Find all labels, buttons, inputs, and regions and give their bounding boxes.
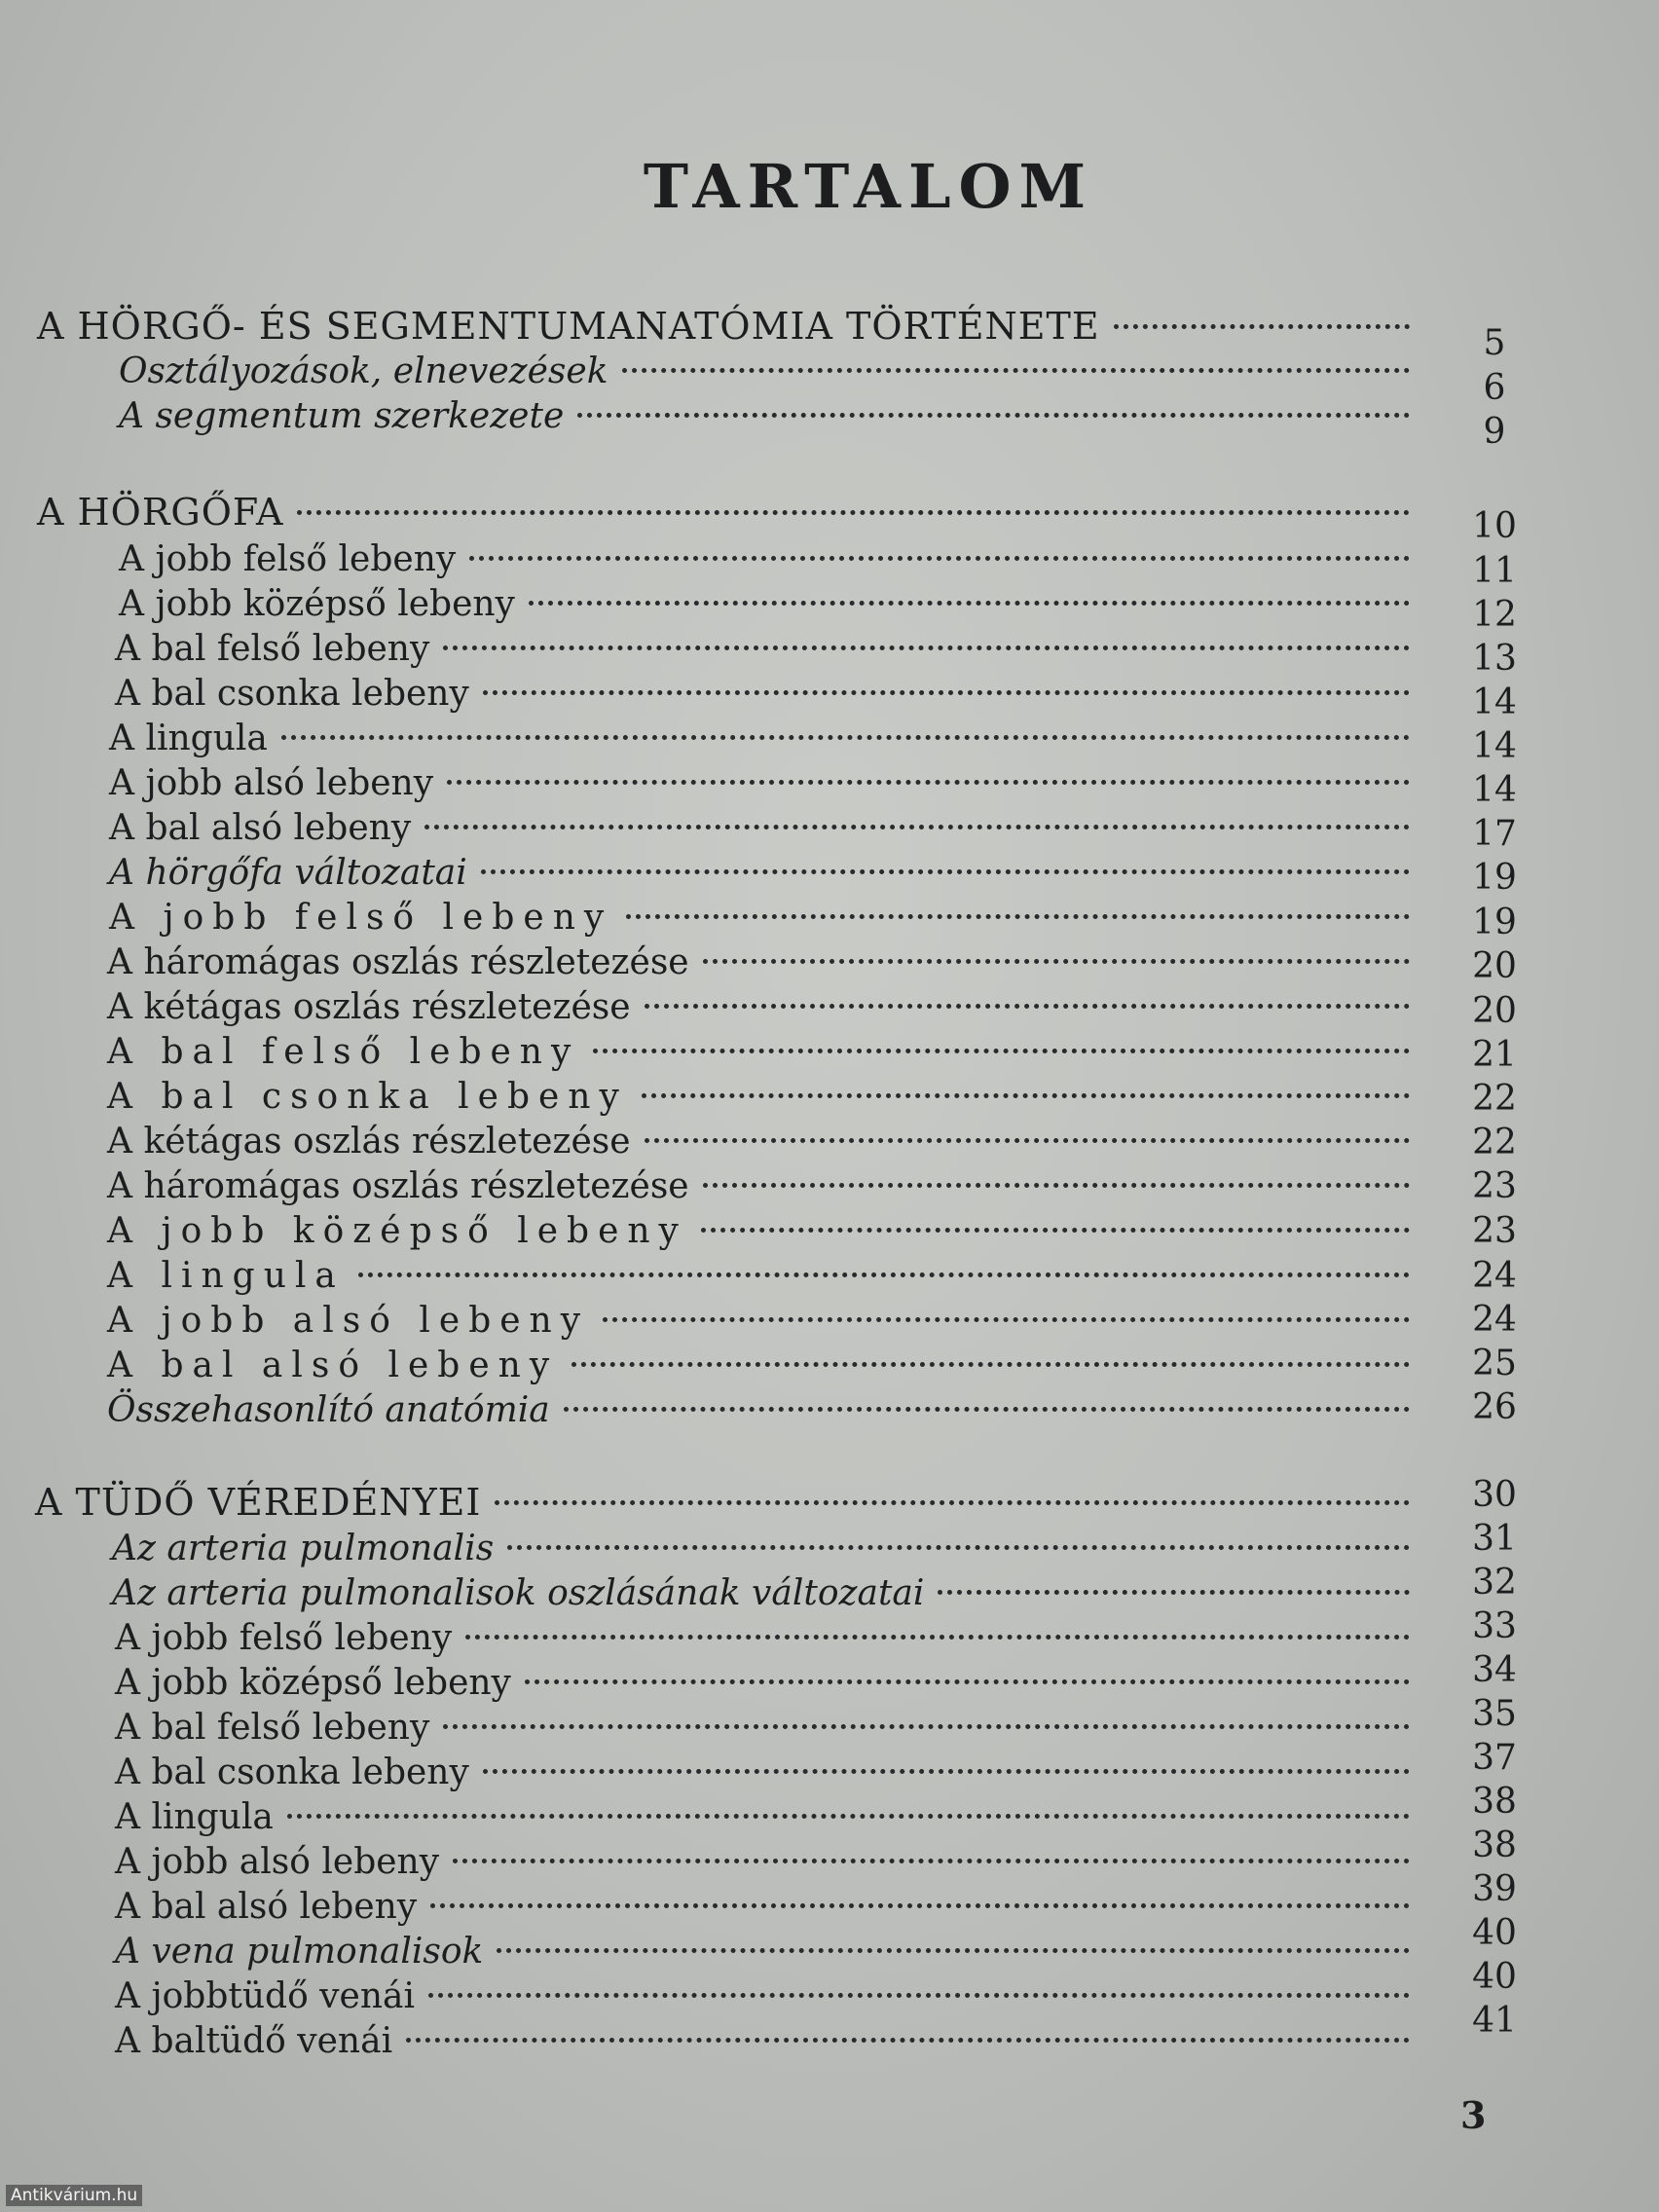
- toc-entry-label: A bal csonka lebeny: [115, 1752, 469, 1792]
- page-number: 12: [1472, 595, 1517, 635]
- toc-entry-label: A bal csonka lebeny: [107, 1077, 628, 1117]
- page-title: TARTALOM: [643, 151, 1094, 222]
- page-number: 17: [1472, 814, 1517, 854]
- page-number: 35: [1472, 1694, 1517, 1734]
- toc-entry-label: A bal alsó lebeny: [115, 1887, 418, 1927]
- leader-dots: [626, 869, 1410, 919]
- toc-entry-label: A baltüdő venái: [115, 2021, 393, 2061]
- leader-dots: [703, 914, 1410, 964]
- toc-entry-label: A jobb alsó lebeny: [107, 1301, 590, 1341]
- toc-entry-label: A jobb felső lebeny: [115, 1618, 453, 1658]
- leader-dots: [483, 1724, 1410, 1774]
- toc-entry: [119, 378, 1419, 436]
- folio: 3: [1460, 2093, 1487, 2137]
- leader-dots: [577, 368, 1410, 418]
- leader-dots: [1114, 279, 1410, 329]
- page-number: 20: [1472, 991, 1517, 1031]
- toc-entry-label: A háromágas oszlás részletezése: [107, 942, 689, 982]
- toc-entry-label: A vena pulmonalisok: [115, 1932, 484, 1972]
- leader-dots: [465, 1590, 1410, 1640]
- toc-entry: [115, 2003, 1419, 2061]
- leader-dots: [525, 1635, 1410, 1684]
- leader-dots: [497, 1903, 1410, 1953]
- leader-dots: [529, 556, 1410, 606]
- page-number: 37: [1472, 1738, 1517, 1778]
- page-number: 14: [1472, 726, 1517, 766]
- page-number: 23: [1472, 1211, 1517, 1251]
- toc-entry-label: A bal felső lebeny: [115, 1708, 430, 1748]
- toc-entry-label: A lingula: [109, 719, 268, 758]
- leader-dots: [703, 1138, 1410, 1188]
- toc-entry-label: A lingula: [115, 1797, 274, 1837]
- leader-dots: [281, 690, 1410, 740]
- page-number: 5: [1483, 323, 1506, 363]
- toc-entry-label: A HÖRGŐFA: [37, 491, 284, 534]
- page-number: 20: [1472, 946, 1517, 986]
- toc-entry-label: Összehasonlító anatómia: [107, 1390, 550, 1430]
- leader-dots: [443, 601, 1410, 650]
- page-number: 39: [1472, 1869, 1517, 1909]
- page-number: 22: [1472, 1123, 1517, 1162]
- page-number: 19: [1472, 858, 1517, 898]
- toc-entry-label: A hörgőfa változatai: [109, 853, 467, 893]
- page-number: 40: [1472, 1913, 1517, 1953]
- page-number: 30: [1472, 1475, 1517, 1515]
- leader-dots: [428, 1948, 1410, 1998]
- page-number: 14: [1472, 682, 1517, 722]
- page-number: 38: [1472, 1825, 1517, 1865]
- page-number: 31: [1472, 1519, 1517, 1559]
- leader-dots: [642, 1049, 1410, 1098]
- toc-entry-label: A kétágas oszlás részletezése: [107, 1122, 631, 1161]
- page-number: 23: [1472, 1166, 1517, 1206]
- page-number: 10: [1472, 506, 1517, 546]
- toc-entry-label: Osztályozások, elnevezések: [119, 351, 608, 391]
- leader-dots: [469, 511, 1410, 561]
- leader-dots: [297, 465, 1410, 515]
- toc-entry-label: A TÜDŐ VÉREDÉNYEI: [35, 1481, 482, 1524]
- page-number: 24: [1472, 1300, 1517, 1340]
- leader-dots: [430, 1859, 1410, 1908]
- leader-dots: [701, 1183, 1410, 1233]
- page-number: 38: [1472, 1782, 1517, 1822]
- page-number: 21: [1472, 1035, 1517, 1075]
- leader-dots: [564, 1362, 1410, 1412]
- toc-entry-label: A bal csonka lebeny: [115, 674, 469, 714]
- toc-entry-label: A bal alsó lebeny: [107, 1346, 559, 1385]
- leader-dots: [406, 1993, 1410, 2043]
- page-number: 24: [1472, 1256, 1517, 1296]
- page-number: 41: [1472, 2001, 1517, 2041]
- toc-entry-label: A jobb felső lebeny: [119, 539, 457, 579]
- page-number: 9: [1483, 412, 1506, 452]
- page-number: 14: [1472, 770, 1517, 810]
- leader-dots: [358, 1228, 1410, 1277]
- leader-dots: [645, 959, 1410, 1009]
- leader-dots: [593, 1004, 1410, 1053]
- toc-entry: [107, 1372, 1419, 1430]
- toc-entry-label: A jobb középső lebeny: [119, 584, 515, 624]
- toc-entry-label: A jobb felső lebeny: [109, 898, 613, 938]
- leader-dots: [507, 1500, 1410, 1550]
- toc-entry-label: A HÖRGŐ- ÉS SEGMENTUMANATÓMIA TÖRTÉNETE: [37, 305, 1100, 348]
- page-number: 13: [1472, 639, 1517, 679]
- page-number: 25: [1472, 1344, 1517, 1383]
- toc-entry-label: A jobb középső lebeny: [107, 1211, 687, 1251]
- toc-entry-label: A bal felső lebeny: [115, 629, 430, 669]
- toc-entry-label: A bal alsó lebeny: [109, 808, 412, 848]
- leader-dots: [495, 1456, 1410, 1505]
- page-number: 11: [1472, 551, 1517, 591]
- leader-dots: [938, 1545, 1410, 1595]
- page-number: 26: [1472, 1387, 1517, 1427]
- page-number: 19: [1472, 903, 1517, 942]
- leader-dots: [483, 645, 1410, 695]
- leader-dots: [453, 1814, 1410, 1863]
- toc-entry-label: A jobbtüdő venái: [115, 1976, 415, 2016]
- leader-dots: [603, 1272, 1410, 1322]
- page-number: 22: [1472, 1079, 1517, 1119]
- toc-entry-label: A jobb középső lebeny: [115, 1663, 511, 1703]
- leader-dots: [571, 1317, 1410, 1367]
- page-number: 34: [1472, 1650, 1517, 1690]
- toc-entry-label: A háromágas oszlás részletezése: [107, 1166, 689, 1206]
- toc-entry-label: A lingula: [107, 1256, 345, 1296]
- leader-dots: [622, 323, 1410, 373]
- toc-entry-label: Az arteria pulmonalisok oszlásának változatai: [112, 1573, 925, 1613]
- leader-dots: [424, 780, 1410, 830]
- watermark: Antikvárium.hu: [6, 2185, 142, 2206]
- toc-entry-label: A segmentum szerkezete: [119, 396, 565, 436]
- toc-entry-label: A bal felső lebeny: [107, 1032, 580, 1072]
- leader-dots: [447, 735, 1410, 785]
- leader-dots: [287, 1769, 1410, 1819]
- toc-entry-label: A jobb alsó lebeny: [109, 763, 434, 803]
- page-number: 40: [1472, 1957, 1517, 1997]
- toc-entry-label: A kétágas oszlás részletezése: [107, 987, 631, 1027]
- leader-dots: [645, 1093, 1410, 1143]
- page-number: 33: [1472, 1606, 1517, 1646]
- toc-entry-label: A jobb alsó lebeny: [115, 1842, 440, 1882]
- toc-entry-label: Az arteria pulmonalis: [112, 1529, 495, 1568]
- page-number: 6: [1483, 368, 1506, 408]
- leader-dots: [481, 825, 1410, 874]
- page-number: 32: [1472, 1563, 1517, 1603]
- leader-dots: [443, 1679, 1410, 1729]
